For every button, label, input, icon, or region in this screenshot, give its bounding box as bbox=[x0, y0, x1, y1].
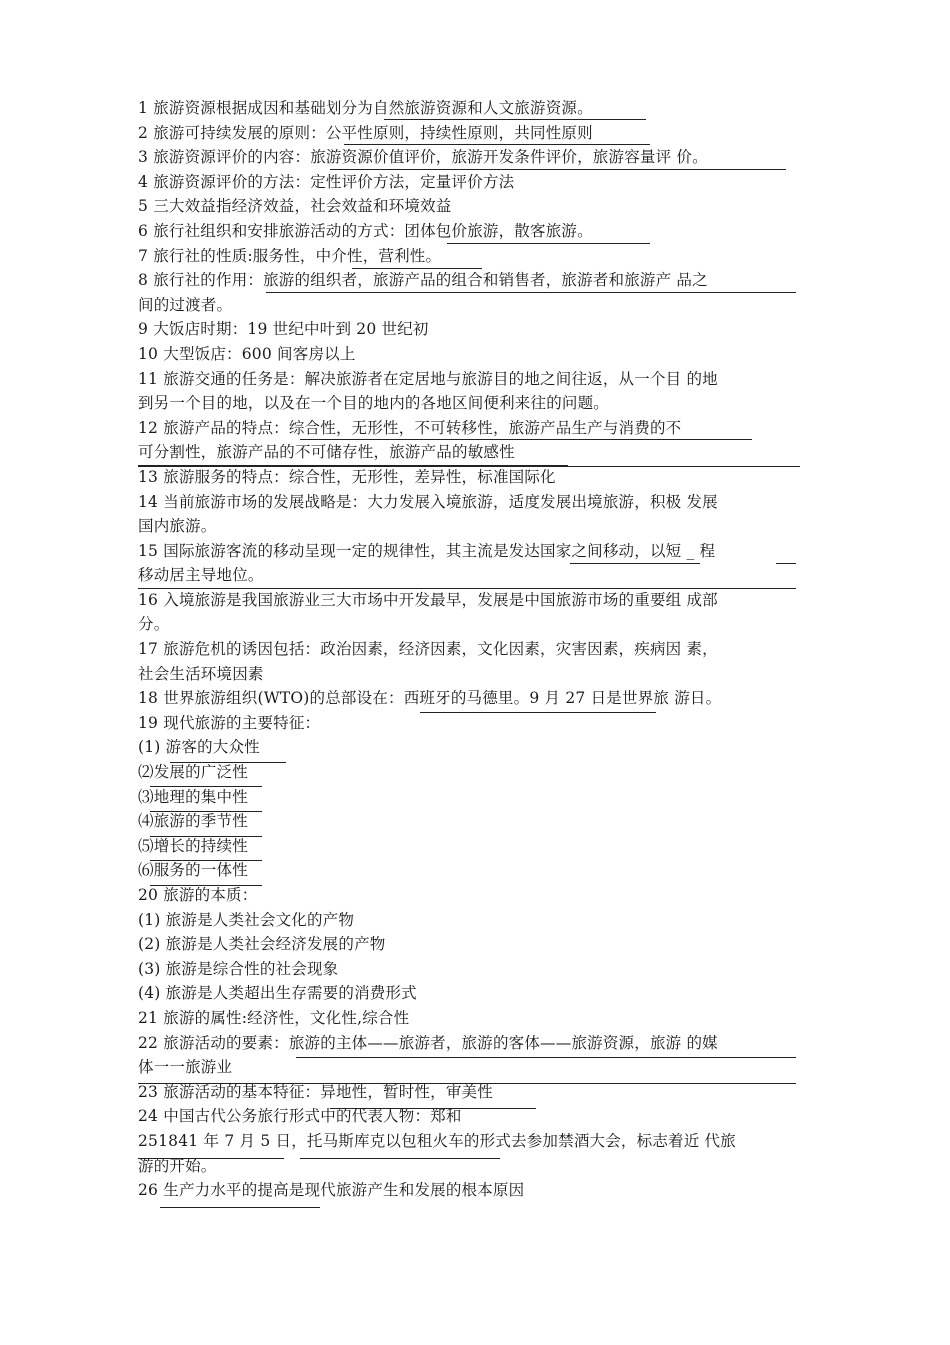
line-13: 到另一个目的地，以及在一个目的地内的各地区间便利来往的问题。 bbox=[138, 394, 610, 413]
underline bbox=[138, 1083, 796, 1084]
underline bbox=[150, 811, 262, 812]
line-36: (3) 旅游是综合性的社会现象 bbox=[138, 959, 339, 978]
underline bbox=[266, 292, 796, 293]
line-20: 移动居主导地位。 bbox=[138, 566, 264, 585]
line-28: ⑵发展的广泛性 bbox=[138, 763, 248, 782]
line-44: 游的开始。 bbox=[138, 1156, 217, 1175]
line-18: 国内旅游。 bbox=[138, 517, 217, 536]
line-09: 间的过渡者。 bbox=[138, 295, 233, 314]
line-34: (1) 旅游是人类社会文化的产物 bbox=[138, 910, 355, 929]
line-12: 11 旅游交通的任务是：解决旅游者在定居地与旅游目的地之间往返，从一个目 的地 bbox=[138, 369, 718, 388]
underline bbox=[330, 1108, 536, 1109]
line-25: 18 世界旅游组织(WTO)的总部设在：西班牙的马德里。9 月 27 日是世界旅 游日。 bbox=[138, 689, 722, 708]
underline bbox=[138, 588, 796, 589]
underline bbox=[138, 1158, 284, 1159]
line-23: 17 旅游危机的诱因包括：政治因素，经济因素，文化因素，灾害因素，疾病因 素， bbox=[138, 640, 718, 659]
line-37: (4) 旅游是人类超出生存需要的消费形式 bbox=[138, 984, 417, 1003]
line-05: 5 三大效益指经济效益，社会效益和环境效益 bbox=[138, 197, 452, 216]
line-17: 14 当前旅游市场的发展战略是：大力发展入境旅游，适度发展出境旅游，积极 发展 bbox=[138, 492, 718, 511]
line-21: 16 入境旅游是我国旅游业三大市场中开发最早，发展是中国旅游市场的重要组 成部 bbox=[138, 590, 718, 609]
underline bbox=[150, 786, 262, 787]
line-22: 分。 bbox=[138, 615, 170, 634]
line-10: 9 大饭店时期：19 世纪中叶到 20 世纪初 bbox=[138, 320, 429, 339]
underline bbox=[150, 885, 262, 886]
line-30: ⑷旅游的季节性 bbox=[138, 812, 248, 831]
line-33: 20 旅游的本质： bbox=[138, 886, 258, 904]
line-31: ⑸增长的持续性 bbox=[138, 836, 248, 855]
line-40: 体一一旅游业 bbox=[138, 1058, 233, 1077]
line-11: 10 大型饭店：600 间客房以上 bbox=[138, 344, 356, 363]
line-04: 4 旅游资源评价的方法：定性评价方法，定量评价方法 bbox=[138, 172, 515, 191]
line-07: 7 旅行社的性质:服务性，中介性，营利性。 bbox=[138, 246, 442, 265]
line-14: 12 旅游产品的特点：综合性，无形性，不可转移性，旅游产品生产与消费的不 bbox=[138, 418, 682, 437]
underline bbox=[384, 119, 646, 120]
line-43: 251841 年 7 月 5 日，托马斯库克以包租火车的形式去参加禁酒大会，标志着近 代旅 bbox=[138, 1131, 736, 1150]
underline bbox=[344, 144, 650, 145]
line-32: ⑹服务的一体性 bbox=[138, 861, 248, 880]
line-16: 13 旅游服务的特点：综合性，无形性，差异性，标准国际化 bbox=[138, 467, 556, 486]
line-19: 15 国际旅游客流的移动呈现一定的规律性，其主流是发达国家之间移动，以短 _ 程 bbox=[138, 541, 716, 560]
line-29: ⑶地理的集中性 bbox=[138, 787, 248, 806]
underline bbox=[150, 836, 262, 837]
underline bbox=[300, 1158, 500, 1159]
line-26: 19 现代旅游的主要特征： bbox=[138, 713, 321, 732]
line-03: 3 旅游资源评价的内容：旅游资源价值评价，旅游开发条件评价，旅游容量评 价。 bbox=[138, 148, 708, 167]
underline bbox=[447, 243, 650, 244]
line-35: (2) 旅游是人类社会经济发展的产物 bbox=[138, 935, 386, 954]
line-27: (1) 游客的大众性 bbox=[138, 738, 260, 757]
underline bbox=[420, 712, 656, 713]
line-06: 6 旅行社组织和安排旅游活动的方式：团体包价旅游，散客旅游。 bbox=[138, 221, 593, 240]
underline bbox=[170, 762, 286, 763]
underline bbox=[300, 439, 752, 440]
underline bbox=[776, 563, 796, 564]
underline bbox=[150, 860, 262, 861]
line-42: 24 中国古代公务旅行形式中的代表人物：郑和 bbox=[138, 1107, 462, 1126]
line-02: 2 旅游可持续发展的原则：公平性原则，持续性原则，共同性原则 bbox=[138, 123, 593, 142]
line-45: 26 生产力水平的提高是现代旅游产生和发展的根本原因 bbox=[138, 1181, 525, 1200]
document-body bbox=[138, 96, 800, 1203]
line-15: 可分割性，旅游产品的不可储存性，旅游产品的敏感性 bbox=[138, 443, 515, 462]
underline bbox=[570, 563, 700, 564]
line-41: 23 旅游活动的基本特征：异地性，暂时性，审美性 bbox=[138, 1082, 493, 1101]
underline bbox=[138, 466, 800, 467]
line-39: 22 旅游活动的要素：旅游的主体——旅游者，旅游的客体——旅游资源，旅游 的媒 bbox=[138, 1033, 718, 1052]
line-24: 社会生活环境因素 bbox=[138, 664, 264, 683]
line-08: 8 旅行社的作用：旅游的组织者，旅游产品的组合和销售者，旅游者和旅游产 品之 bbox=[138, 271, 708, 290]
underline bbox=[296, 1057, 796, 1058]
underline bbox=[160, 1207, 320, 1208]
underline bbox=[352, 268, 482, 269]
underline bbox=[330, 169, 786, 170]
line-38: 21 旅游的属性:经济性，文化性,综合性 bbox=[138, 1008, 410, 1027]
line-01: 1 旅游资源根据成因和基础划分为自然旅游资源和人文旅游资源。 bbox=[138, 99, 593, 117]
